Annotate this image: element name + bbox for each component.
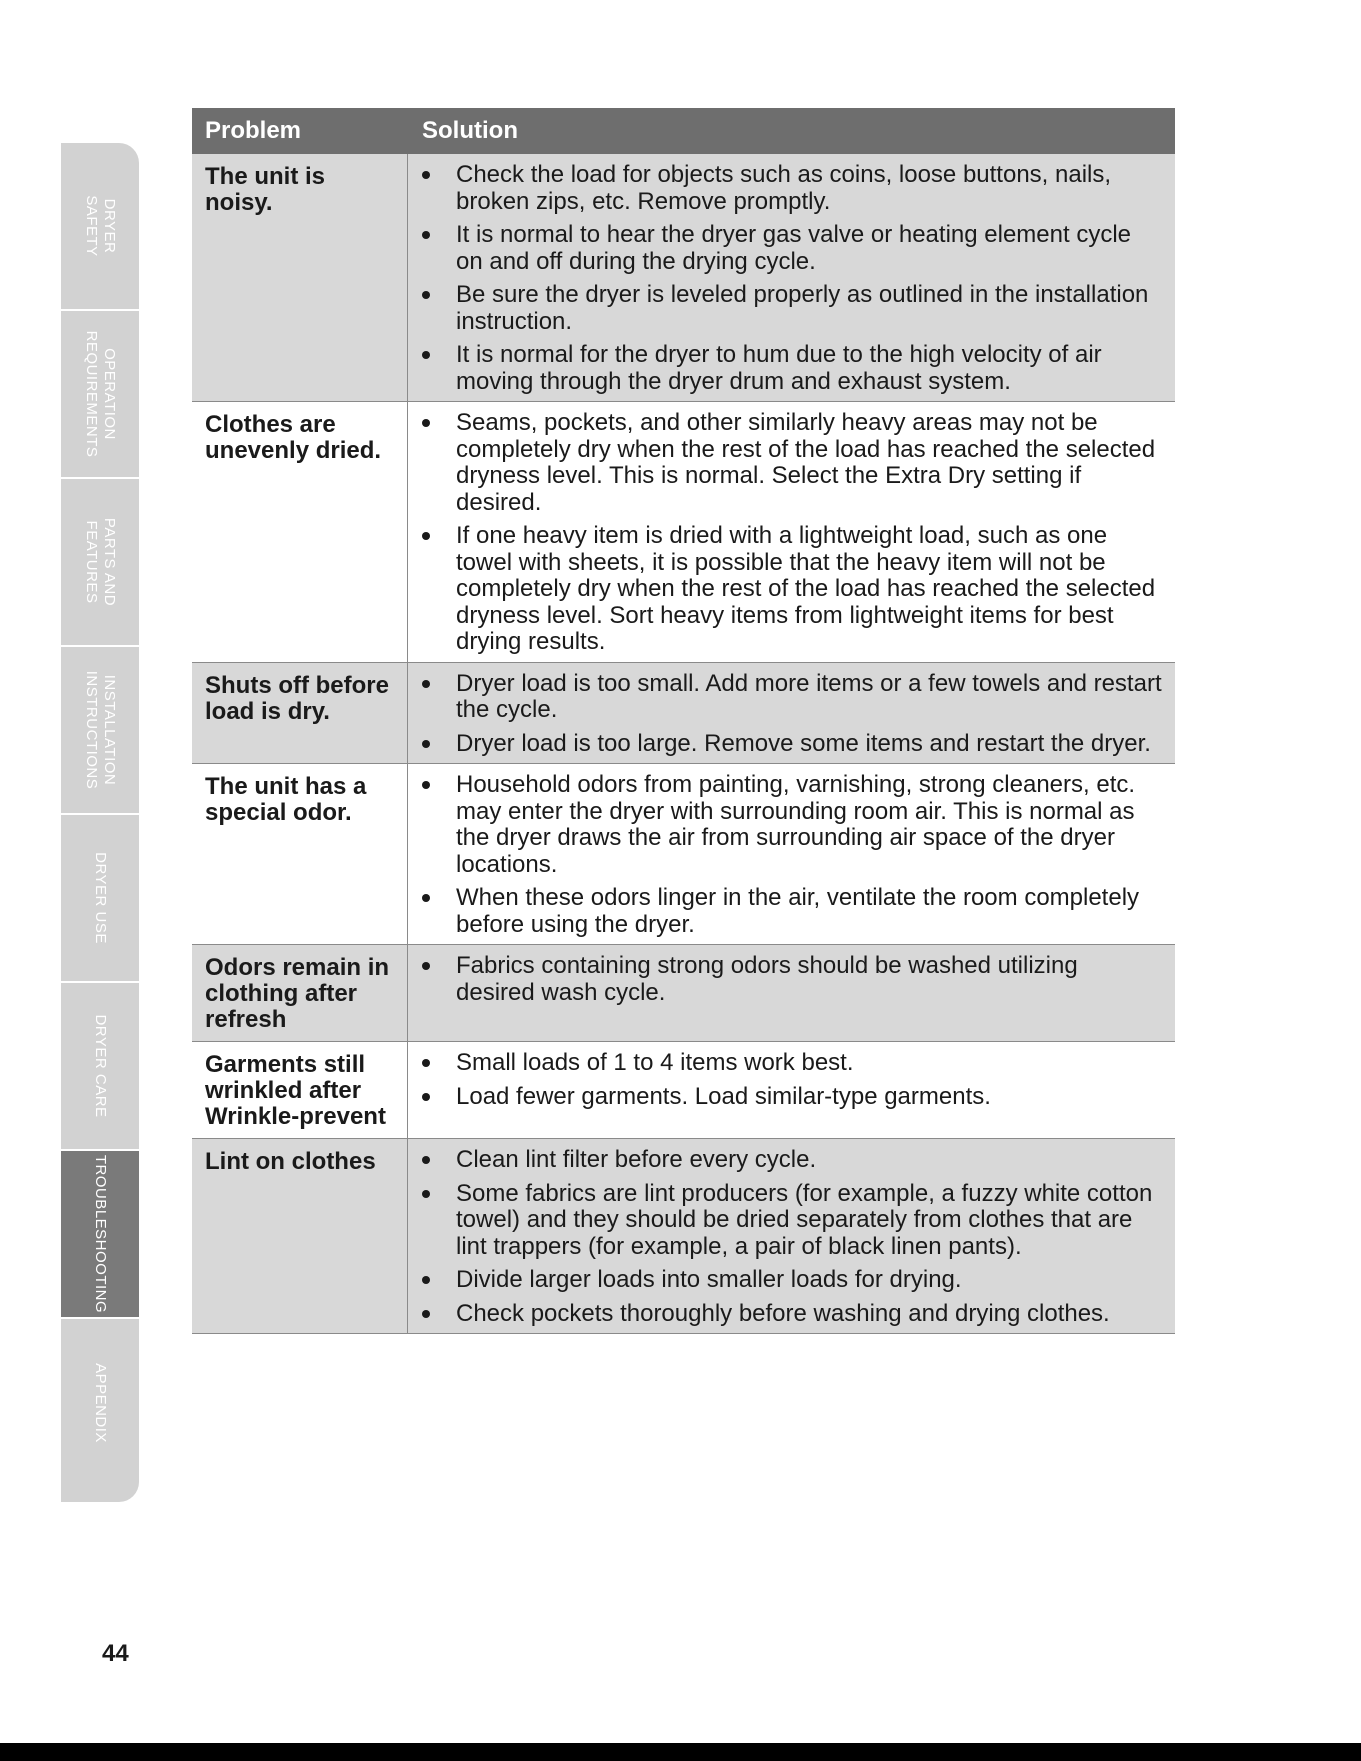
solution-text: Dryer load is too large. Remove some items and restart the dryer. <box>456 729 1151 757</box>
solution-item <box>422 1267 1163 1294</box>
solution-text: Some fabrics are lint producers (for example, a fuzzy white cotton towel) and they should be dried separately from clothes that are lint trappers (for example, a pair of black linen pants). <box>456 1179 1153 1260</box>
tab-label: TROUBLESHOOTING <box>92 1154 109 1314</box>
bullet-icon <box>422 1190 430 1198</box>
solution-item <box>422 1050 1163 1077</box>
bullet-icon <box>422 962 430 970</box>
solution-text: Check pockets thoroughly before washing and drying clothes. <box>456 1299 1110 1327</box>
tab-label: PARTS AND FEATURES <box>83 517 118 607</box>
tab-dryer-safety[interactable] <box>61 143 139 311</box>
tab-label: OPERATION REQUIREMENTS <box>83 330 118 458</box>
table-row <box>192 154 1175 402</box>
table-row <box>192 663 1175 765</box>
section-tabs <box>61 143 139 1502</box>
solution-cell <box>408 764 1175 944</box>
solution-cell <box>408 402 1175 662</box>
bullet-icon <box>422 1093 430 1101</box>
bullet-icon <box>422 419 430 427</box>
solution-text: Check the load for objects such as coins, loose buttons, nails, broken zips, etc. Remove promptly. <box>456 161 1112 215</box>
bullet-icon <box>422 680 430 688</box>
bullet-icon <box>422 171 430 179</box>
scan-edge <box>0 1743 1361 1761</box>
solution-item <box>422 671 1163 724</box>
bullet-icon <box>422 532 430 540</box>
problem-cell: Odors remain in clothing after refresh <box>192 945 408 1041</box>
solution-item <box>422 1147 1163 1174</box>
problem-cell: The unit is noisy. <box>192 154 408 401</box>
tab-operation-requirements[interactable] <box>61 311 139 479</box>
bullet-icon <box>422 1276 430 1284</box>
table-row <box>192 764 1175 945</box>
solution-cell <box>408 1042 1175 1138</box>
tab-appendix[interactable] <box>61 1319 139 1487</box>
tab-label: DRYER USE <box>92 852 109 944</box>
problem-cell: Garments still wrinkled after Wrinkle-prevent <box>192 1042 408 1138</box>
solution-text: If one heavy item is dried with a lightweight load, such as one towel with sheets, it is possible that the heavy item will not be completely dry when the rest of the load has reached the selected dryness level. Sort heavy items from lightweight items for best drying results. <box>456 522 1156 655</box>
problem-cell: Lint on clothes <box>192 1139 408 1333</box>
problem-cell: Clothes are unevenly dried. <box>192 402 408 662</box>
solution-item <box>422 731 1163 758</box>
table-header <box>192 108 1175 154</box>
bullet-icon <box>422 1059 430 1067</box>
solution-item <box>422 282 1163 335</box>
bullet-icon <box>422 291 430 299</box>
tab-dryer-care[interactable] <box>61 983 139 1151</box>
table-row <box>192 402 1175 663</box>
tab-dryer-use[interactable] <box>61 815 139 983</box>
solution-item <box>422 772 1163 878</box>
solution-cell <box>408 1139 1175 1333</box>
solution-item <box>422 410 1163 516</box>
solution-text: It is normal to hear the dryer gas valve or heating element cycle on and off during the drying cycle. <box>456 221 1131 275</box>
table-row <box>192 945 1175 1042</box>
solution-item <box>422 523 1163 656</box>
solution-item <box>422 222 1163 275</box>
solution-cell <box>408 154 1175 401</box>
tab-label: DRYER CARE <box>92 1014 109 1118</box>
solution-item <box>422 1301 1163 1328</box>
bullet-icon <box>422 351 430 359</box>
solution-text: Divide larger loads into smaller loads for drying. <box>456 1266 962 1293</box>
solution-text: Load fewer garments. Load similar-type garments. <box>456 1082 991 1110</box>
solution-item <box>422 1181 1163 1261</box>
solution-cell <box>408 945 1175 1041</box>
table-row <box>192 1139 1175 1334</box>
solution-text: Small loads of 1 to 4 items work best. <box>456 1049 854 1076</box>
tab-troubleshooting[interactable] <box>61 1151 139 1319</box>
tab-label: APPENDIX <box>92 1363 109 1443</box>
table-row <box>192 1042 1175 1139</box>
tab-parts-and-features[interactable] <box>61 479 139 647</box>
solution-item <box>422 953 1163 1006</box>
tab-installation-instructions[interactable] <box>61 647 139 815</box>
page-number: 44 <box>102 1640 129 1667</box>
tab-label: INSTALLATION INSTRUCTIONS <box>83 670 118 790</box>
solution-text: It is normal for the dryer to hum due to the high velocity of air moving through the dryer drum and exhaust system. <box>456 341 1102 395</box>
problem-cell: Shuts off before load is dry. <box>192 663 408 764</box>
solution-text: When these odors linger in the air, ventilate the room completely before using the dryer. <box>456 884 1140 938</box>
solution-text: Be sure the dryer is leveled properly as outlined in the installation instruction. <box>456 281 1149 335</box>
bullet-icon <box>422 740 430 748</box>
header-problem: Problem <box>205 117 302 144</box>
solution-text: Fabrics containing strong odors should be washed utilizing desired wash cycle. <box>456 952 1078 1006</box>
solution-item <box>422 342 1163 395</box>
solution-text: Clean lint filter before every cycle. <box>456 1146 817 1173</box>
solution-text: Household odors from painting, varnishing, strong cleaners, etc. may enter the dryer with surrounding room air. This is normal as the dryer draws the air from surrounding air space of the dryer locations. <box>456 771 1136 878</box>
bullet-icon <box>422 1310 430 1318</box>
bullet-icon <box>422 231 430 239</box>
tab-label: DRYER SAFETY <box>83 195 118 257</box>
solution-text: Dryer load is too small. Add more items or a few towels and restart the cycle. <box>456 669 1162 723</box>
solution-item <box>422 1084 1163 1111</box>
bullet-icon <box>422 894 430 902</box>
solution-item <box>422 885 1163 938</box>
bullet-icon <box>422 1156 430 1164</box>
bullet-icon <box>422 781 430 789</box>
problem-cell: The unit has a special odor. <box>192 764 408 944</box>
header-solution: Solution <box>422 117 518 144</box>
solution-cell <box>408 663 1175 764</box>
solution-text: Seams, pockets, and other similarly heavy areas may not be completely dry when the rest of the load has reached the selected dryness level. This is normal. Select the Extra Dry setting if desired. <box>456 409 1156 516</box>
troubleshooting-table <box>192 108 1175 1334</box>
solution-item <box>422 162 1163 215</box>
